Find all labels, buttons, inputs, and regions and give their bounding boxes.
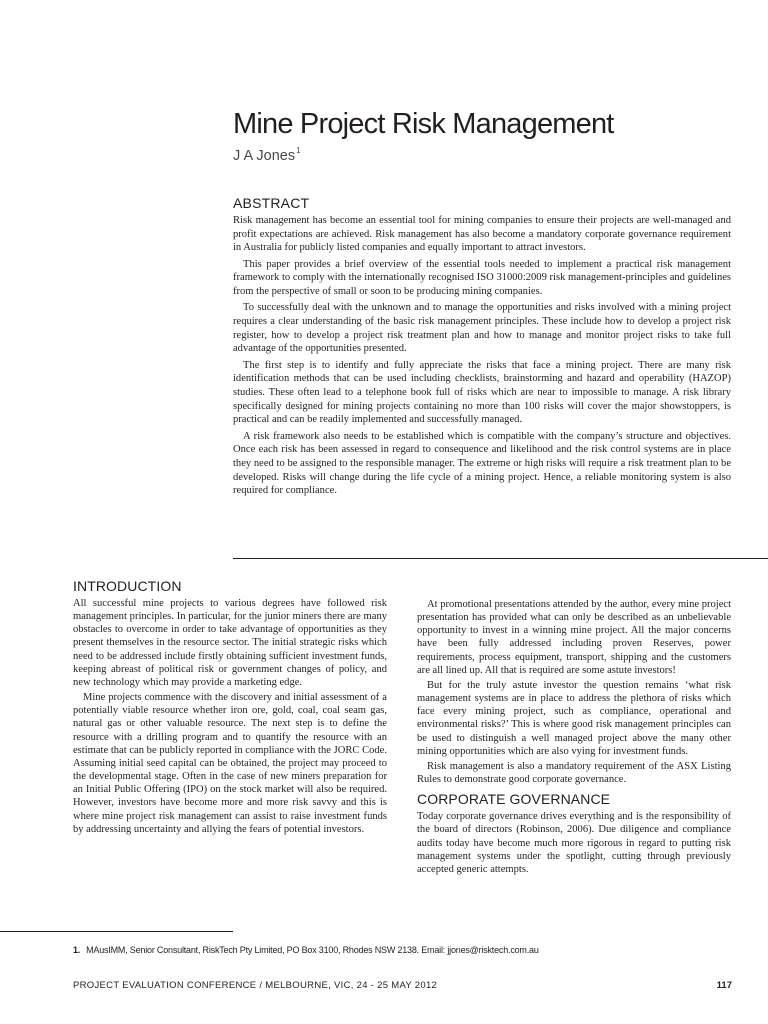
body-paragraph: Today corporate governance drives everything and is the responsibility of the board of directors (Robinson, 2006). Due diligence and compliance audits today have become much more rigorous in regard to putting risk management systems under the spotlight, cutting through previously accepted generic attempts. [417, 811, 731, 875]
abstract-paragraph: To successfully deal with the unknown and to manage the opportunities and risks involved with a mining project requires a clear understanding of the basic risk management principles. These include how to develop a project risk register, how to develop a project risk treatment plan and how to manage and monitor project risks to take full advantage of the opportunities presented. [233, 302, 731, 355]
footnote-text: MAusIMM, Senior Consultant, RiskTech Pty Limited, PO Box 3100, Rhodes NSW 2138. Email: jjones@risktech.com.au [86, 945, 539, 955]
paper-title: Mine Project Risk Management [233, 108, 614, 140]
abstract-divider [233, 558, 768, 559]
footnote-number: 1. [73, 945, 81, 955]
footnote-divider [0, 931, 233, 932]
abstract-paragraph: This paper provides a brief overview of the essential tools needed to implement a practical risk management framework to comply with the internationally recognised ISO 31000:2009 risk management-principles and guidelines from the perspective of small or soon to be producing mining companies. [233, 258, 731, 298]
author-line [233, 146, 301, 164]
abstract-body [233, 214, 731, 501]
body-paragraph: Risk management is also a mandatory requirement of the ASX Listing Rules to demonstrate good corporate governance. [417, 760, 731, 786]
author-name: J A Jones [233, 148, 296, 164]
abstract-heading: ABSTRACT [233, 195, 310, 211]
body-paragraph: All successful mine projects to various degrees have followed risk management principles. In particular, for the junior miners there are many obstacles to overcome in order to take advantage of opportunities as they present themselves in the resource sector. The initial strategic risks which need to be addressed include firstly obtaining sufficient investment funds, keeping abreast of political risk or government changes of policy, and new technology which may provide a marketing edge. [73, 598, 387, 688]
body-paragraph: At promotional presentations attended by the author, every mine project presentation has provided what can only be described as an unbelievable opportunity to invest in a winning mine project. All the major concerns have been fully addressed including proven Reserves, power requirements, process equipment, transport, shipping and the customers are all lined up. All that is required are some astute investors! [417, 599, 731, 676]
right-column [417, 598, 731, 878]
abstract-paragraph: Risk management has become an essential tool for mining companies to ensure their projects are well-managed and profit expectations are achieved. Risk management has also become a mandatory corporate governance requirement in Australia for publicly listed companies and equally important to attract investors. [233, 215, 731, 254]
body-paragraph: But for the truly astute investor the question remains ‘what risk management systems are in place to address the plethora of risks which face every mining project, such as compliance, operational and environmental risks?’ This is where good risk management principles can be used to distinguish a well managed project above the many other mining opportunities which are also vying for investment funds. [417, 679, 731, 757]
introduction-heading: INTRODUCTION [73, 578, 182, 594]
abstract-paragraph: The first step is to identify and fully appreciate the risks that face a mining project. There are many risk identification methods that can be used including checklists, brainstorming and hazard and operability (HAZOP) studies. These often lead to a telephone book full of risks which are near to impossible to manage. A risk library specifically designed for mining projects containing no more than 100 risks will cover the major showstoppers, is practical and can be readily implemented and successfully managed. [233, 359, 731, 426]
left-column [73, 578, 387, 838]
body-paragraph: Mine projects commence with the discovery and initial assessment of a potentially viable resource whether iron ore, gold, coal, coal seam gas, natural gas or other valuable resource. The next step is to define the resource with a drilling program and to quantify the resource with an estimate that can be publicly reported in compliance with the JORC Code. Assuming initial seed capital can be obtained, the project may proceed to the developmental stage. Often in the case of new miners preparation for an Initial Public Offering (IPO) on the stock market will also be required. However, investors have become more and more risk savvy and this is where mine project risk management can assist to raise investment funds by addressing uncertainty and allying the fears of potential investors. [73, 692, 387, 835]
abstract-paragraph: A risk framework also needs to be established which is compatible with the company’s structure and objectives. Once each risk has been assessed in regard to consequence and likelihood and the risk control systems are in place they need to be assigned to the responsible manager. The extreme or high risks will require a risk treatment plan to be developed. Risks will change during the life cycle of a mining project. Hence, a reliable monitoring system is also required for compliance. [233, 430, 731, 497]
running-footer: PROJECT EVALUATION CONFERENCE / MELBOURNE, VIC, 24 - 25 MAY 2012 [73, 980, 438, 991]
corporate-governance-heading: CORPORATE GOVERNANCE [417, 791, 611, 808]
page-number: 117 [716, 980, 732, 991]
author-footnote-mark: 1 [296, 146, 301, 155]
footnote [73, 945, 539, 955]
